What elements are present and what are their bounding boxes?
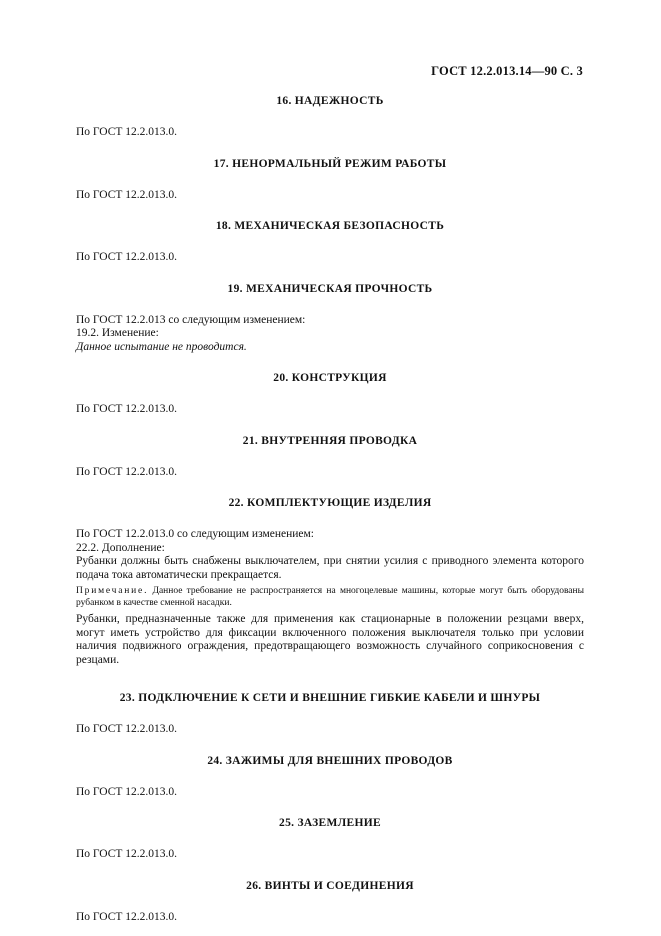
section-text-24: По ГОСТ 12.2.013.0. bbox=[76, 785, 178, 798]
section-text-19: По ГОСТ 12.2.013 со следующим изменением: bbox=[76, 313, 306, 326]
section-heading-24: 24. ЗАЖИМЫ ДЛЯ ВНЕШНИХ ПРОВОДОВ bbox=[207, 754, 453, 767]
section-heading-18: 18. МЕХАНИЧЕСКАЯ БЕЗОПАСНОСТЬ bbox=[215, 220, 445, 232]
section-heading-19: 19. МЕХАНИЧЕСКАЯ ПРОЧНОСТЬ bbox=[227, 282, 433, 295]
section-text-17: По ГОСТ 12.2.013.0. bbox=[76, 188, 178, 201]
section-text-16: По ГОСТ 12.2.013.0. bbox=[76, 126, 178, 138]
section-text-26: По ГОСТ 12.2.013.0. bbox=[76, 910, 178, 923]
section-text-25: По ГОСТ 12.2.013.0. bbox=[76, 848, 178, 860]
section-note-22 bbox=[76, 586, 584, 609]
section-heading-16: 16. НАДЕЖНОСТЬ bbox=[276, 95, 384, 107]
document-body bbox=[76, 94, 584, 924]
section-sub-22: 22.2. Дополнение: bbox=[76, 541, 165, 554]
section-italic-19: Данное испытание не проводится. bbox=[76, 340, 247, 353]
section-text-20: По ГОСТ 12.2.013.0. bbox=[76, 403, 178, 415]
section-para1-22: Рубанки должны быть снабжены выключателем, при снятии усилия с приводного элемента которого подача тока автоматически прекращается. bbox=[76, 555, 584, 581]
section-text-18: По ГОСТ 12.2.013.0. bbox=[76, 251, 178, 263]
section-sub-19: 19.2. Изменение: bbox=[76, 327, 159, 339]
section-heading-20: 20. КОНСТРУКЦИЯ bbox=[273, 372, 387, 384]
section-heading-17: 17. НЕНОРМАЛЬНЫЙ РЕЖИМ РАБОТЫ bbox=[213, 157, 447, 170]
section-text-23: По ГОСТ 12.2.013.0. bbox=[76, 723, 178, 735]
note-text: Данное требование не распространяется на многоцелевые машины, которые могут быть оборудованы рубанком в качестве сменной насадки. bbox=[76, 586, 584, 608]
section-heading-26: 26. ВИНТЫ И СОЕДИНЕНИЯ bbox=[246, 879, 414, 892]
page-header: ГОСТ 12.2.013.14—90 С. 3 bbox=[431, 64, 583, 78]
section-heading-25: 25. ЗАЗЕМЛЕНИЕ bbox=[279, 817, 381, 829]
section-heading-21: 21. ВНУТРЕННЯЯ ПРОВОДКА bbox=[242, 434, 418, 447]
section-para2-22: Рубанки, предназначенные также для применения как стационарные в положении резцами вверх, могут иметь устройство для фиксации включенного положения выключателя только при условии наличия подвижного ограждения, предотвращающего возможность случайного соприкосновения с резцами. bbox=[76, 613, 584, 666]
section-heading-23: 23. ПОДКЛЮЧЕНИЕ К СЕТИ И ВНЕШНИЕ ГИБКИЕ КАБЕЛИ И ШНУРЫ bbox=[119, 692, 541, 704]
section-heading-22: 22. КОМПЛЕКТУЮЩИЕ ИЗДЕЛИЯ bbox=[228, 497, 432, 509]
section-text-21: По ГОСТ 12.2.013.0. bbox=[76, 465, 178, 478]
section-text-22: По ГОСТ 12.2.013.0 со следующим изменением: bbox=[76, 528, 314, 540]
note-label: Примечание. bbox=[76, 586, 149, 596]
